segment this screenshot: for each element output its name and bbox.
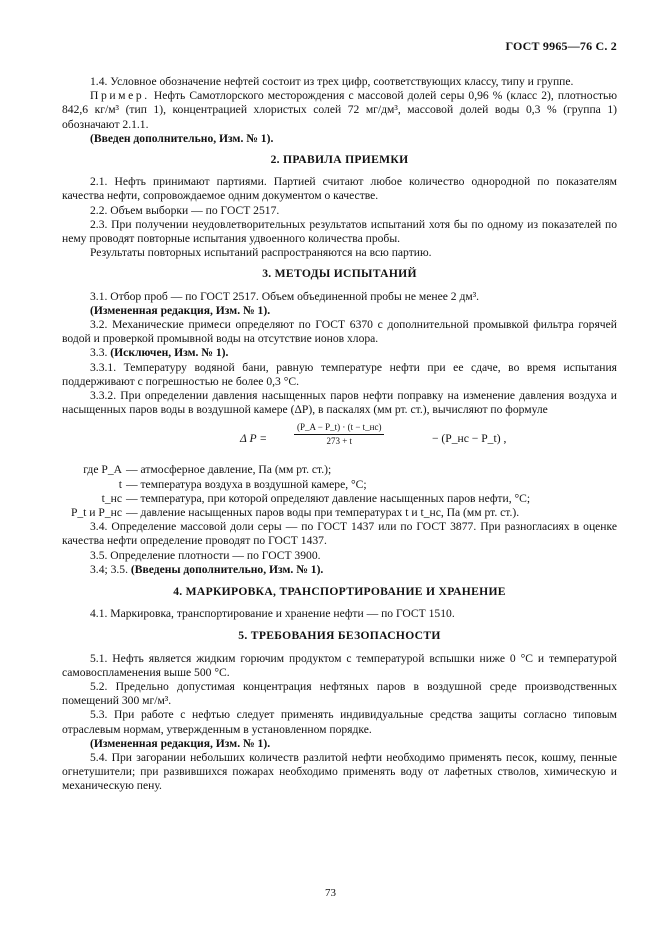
paragraph-3-4-3-5	[62, 563, 617, 577]
definition-row	[62, 478, 617, 492]
amendment-note: (Измененная редакция, Изм. № 1).	[90, 736, 271, 750]
definition-row	[62, 492, 617, 506]
formula-numerator: (P_A − P_t) · (t − t_нс)	[294, 421, 384, 435]
section-4-title: 4. МАРКИРОВКА, ТРАНСПОРТИРОВАНИЕ И ХРАНЕНИЕ	[173, 585, 506, 599]
definition-symbol: t_нс	[101, 491, 122, 505]
formula-denominator: 273 + t	[326, 436, 353, 447]
paragraph-2-1: 2.1. Нефть принимают партиями. Партией считают любое количество однородной по показателям качества нефти, сопровождаемое одним документом о качестве.	[62, 175, 617, 203]
paragraph-5-3: 5.3. При работе с нефтью следует применять индивидуальные средства защиты согласно типовым отраслевым нормам, утвержденным в установленном порядке.	[62, 708, 617, 736]
paragraph-3-1: 3.1. Отбор проб — по ГОСТ 2517. Объем объединенной пробы не менее 2 дм³.	[90, 289, 480, 303]
definition-text: — температура воздуха в воздушной камере, °С;	[126, 477, 367, 491]
page-number: 73	[325, 887, 336, 899]
paragraph-5-4: 5.4. При загорании небольших количеств разлитой нефти необходимо применять песок, кошму, пенные огнетушители; при развившихся пожарах необходимо применять воду от лафетных стволов, химическую и механическую пену.	[62, 751, 617, 793]
section-5-title: 5. ТРЕБОВАНИЯ БЕЗОПАСНОСТИ	[238, 629, 441, 643]
paragraph-3-5: 3.5. Определение плотности — по ГОСТ 3900.	[90, 548, 321, 562]
definition-symbol: t	[118, 477, 122, 491]
paragraph-4-1: 4.1. Маркировка, транспортирование и хранение нефти — по ГОСТ 1510.	[90, 607, 455, 621]
clause-number: 3.3.	[90, 346, 108, 360]
amendment-note: (Измененная редакция, Изм. № 1).	[90, 303, 271, 317]
example-paragraph	[62, 89, 617, 132]
example-text: Нефть Самотлорского месторождения с массовой долей серы 0,96 % (класс 2), плотностью 842,6 кг/м³ (тип 1), концентрацией хлористых солей 72 мг/дм³, массовой долей воды 0,3 % (группа 1) обозначают 2.1.1.	[62, 89, 617, 131]
paragraph-5-2: 5.2. Предельно допустимая концентрация нефтяных паров в воздушной среде производственных помещений 300 мг/м³.	[62, 680, 617, 708]
section-2-title: 2. ПРАВИЛА ПРИЕМКИ	[270, 153, 409, 167]
paragraph-5-1: 5.1. Нефть является жидким горючим продуктом с температурой вспышки ниже 0 °С и температурой самовоспламенения выше 500 °С.	[62, 651, 617, 679]
definition-text: — атмосферное давление, Па (мм рт. ст.);	[126, 463, 332, 477]
formula-rhs: − (P_нс − P_t) ,	[432, 432, 507, 446]
definition-symbol: P_t и P_нс	[70, 506, 122, 520]
document-body	[62, 0, 617, 794]
running-head: ГОСТ 9965—76 С. 2	[505, 39, 617, 53]
paragraph-3-2: 3.2. Механические примеси определяют по ГОСТ 6370 с дополнительной промывкой фильтра горячей водой и проверкой промывной воды на отсутствие ионов хлора.	[62, 318, 617, 346]
paragraph-2-3: 2.3. При получении неудовлетворительных результатов испытаний хотя бы по одному из показателей по нему проводят повторные испытания удвоенного количества пробы.	[62, 217, 617, 246]
paragraph-3-3-2: 3.3.2. При определении давления насыщенных паров нефти поправку на изменение давления воздуха и насыщенных паров воды в воздушной камере (ΔP), в паскалях (мм рт. ст.), вычисляют по формуле	[62, 389, 617, 417]
example-label: Пример.	[90, 89, 150, 103]
paragraph-3-4: 3.4. Определение массовой доли серы — по ГОСТ 1437 или по ГОСТ 3877. При разногласиях в оценке качества нефти определение проводят по ГОСТ 1437.	[62, 520, 617, 548]
clause-number: 3.4; 3.5.	[90, 562, 129, 576]
paragraph-1-4: 1.4. Условное обозначение нефтей состоит из трех цифр, соответствующих классу, типу и группе.	[90, 75, 574, 88]
definition-symbol: где P_A	[83, 463, 122, 477]
definition-row	[62, 463, 617, 477]
paragraph-3-3-1: 3.3.1. Температуру водяной бани, равную температуре нефти при ее сдаче, во время испытания поддерживают с погрешностью не более 0,3 °С.	[62, 360, 617, 388]
paragraph-2-2: 2.2. Объем выборки — по ГОСТ 2517.	[90, 203, 280, 217]
paragraph-3-3	[62, 346, 617, 360]
amendment-note: (Введены дополнительно, Изм. № 1).	[130, 562, 324, 576]
section-3-title: 3. МЕТОДЫ ИСПЫТАНИЙ	[262, 267, 417, 281]
definition-text: — температура, при которой определяют давление насыщенных паров нефти, °С;	[126, 491, 531, 505]
formula-definitions	[62, 463, 617, 520]
formula-fraction	[294, 421, 384, 447]
formula-lhs: Δ P =	[240, 432, 268, 446]
definition-text: — давление насыщенных паров воды при температурах t и t_нс, Па (мм рт. ст.).	[126, 506, 520, 520]
formula	[62, 417, 617, 463]
definition-row	[62, 506, 617, 520]
amendment-note: (Исключен, Изм. № 1).	[110, 346, 229, 360]
amendment-note: (Введен дополнительно, Изм. № 1).	[90, 131, 274, 145]
paragraph-2-results: Результаты повторных испытаний распространяются на всю партию.	[90, 246, 432, 260]
